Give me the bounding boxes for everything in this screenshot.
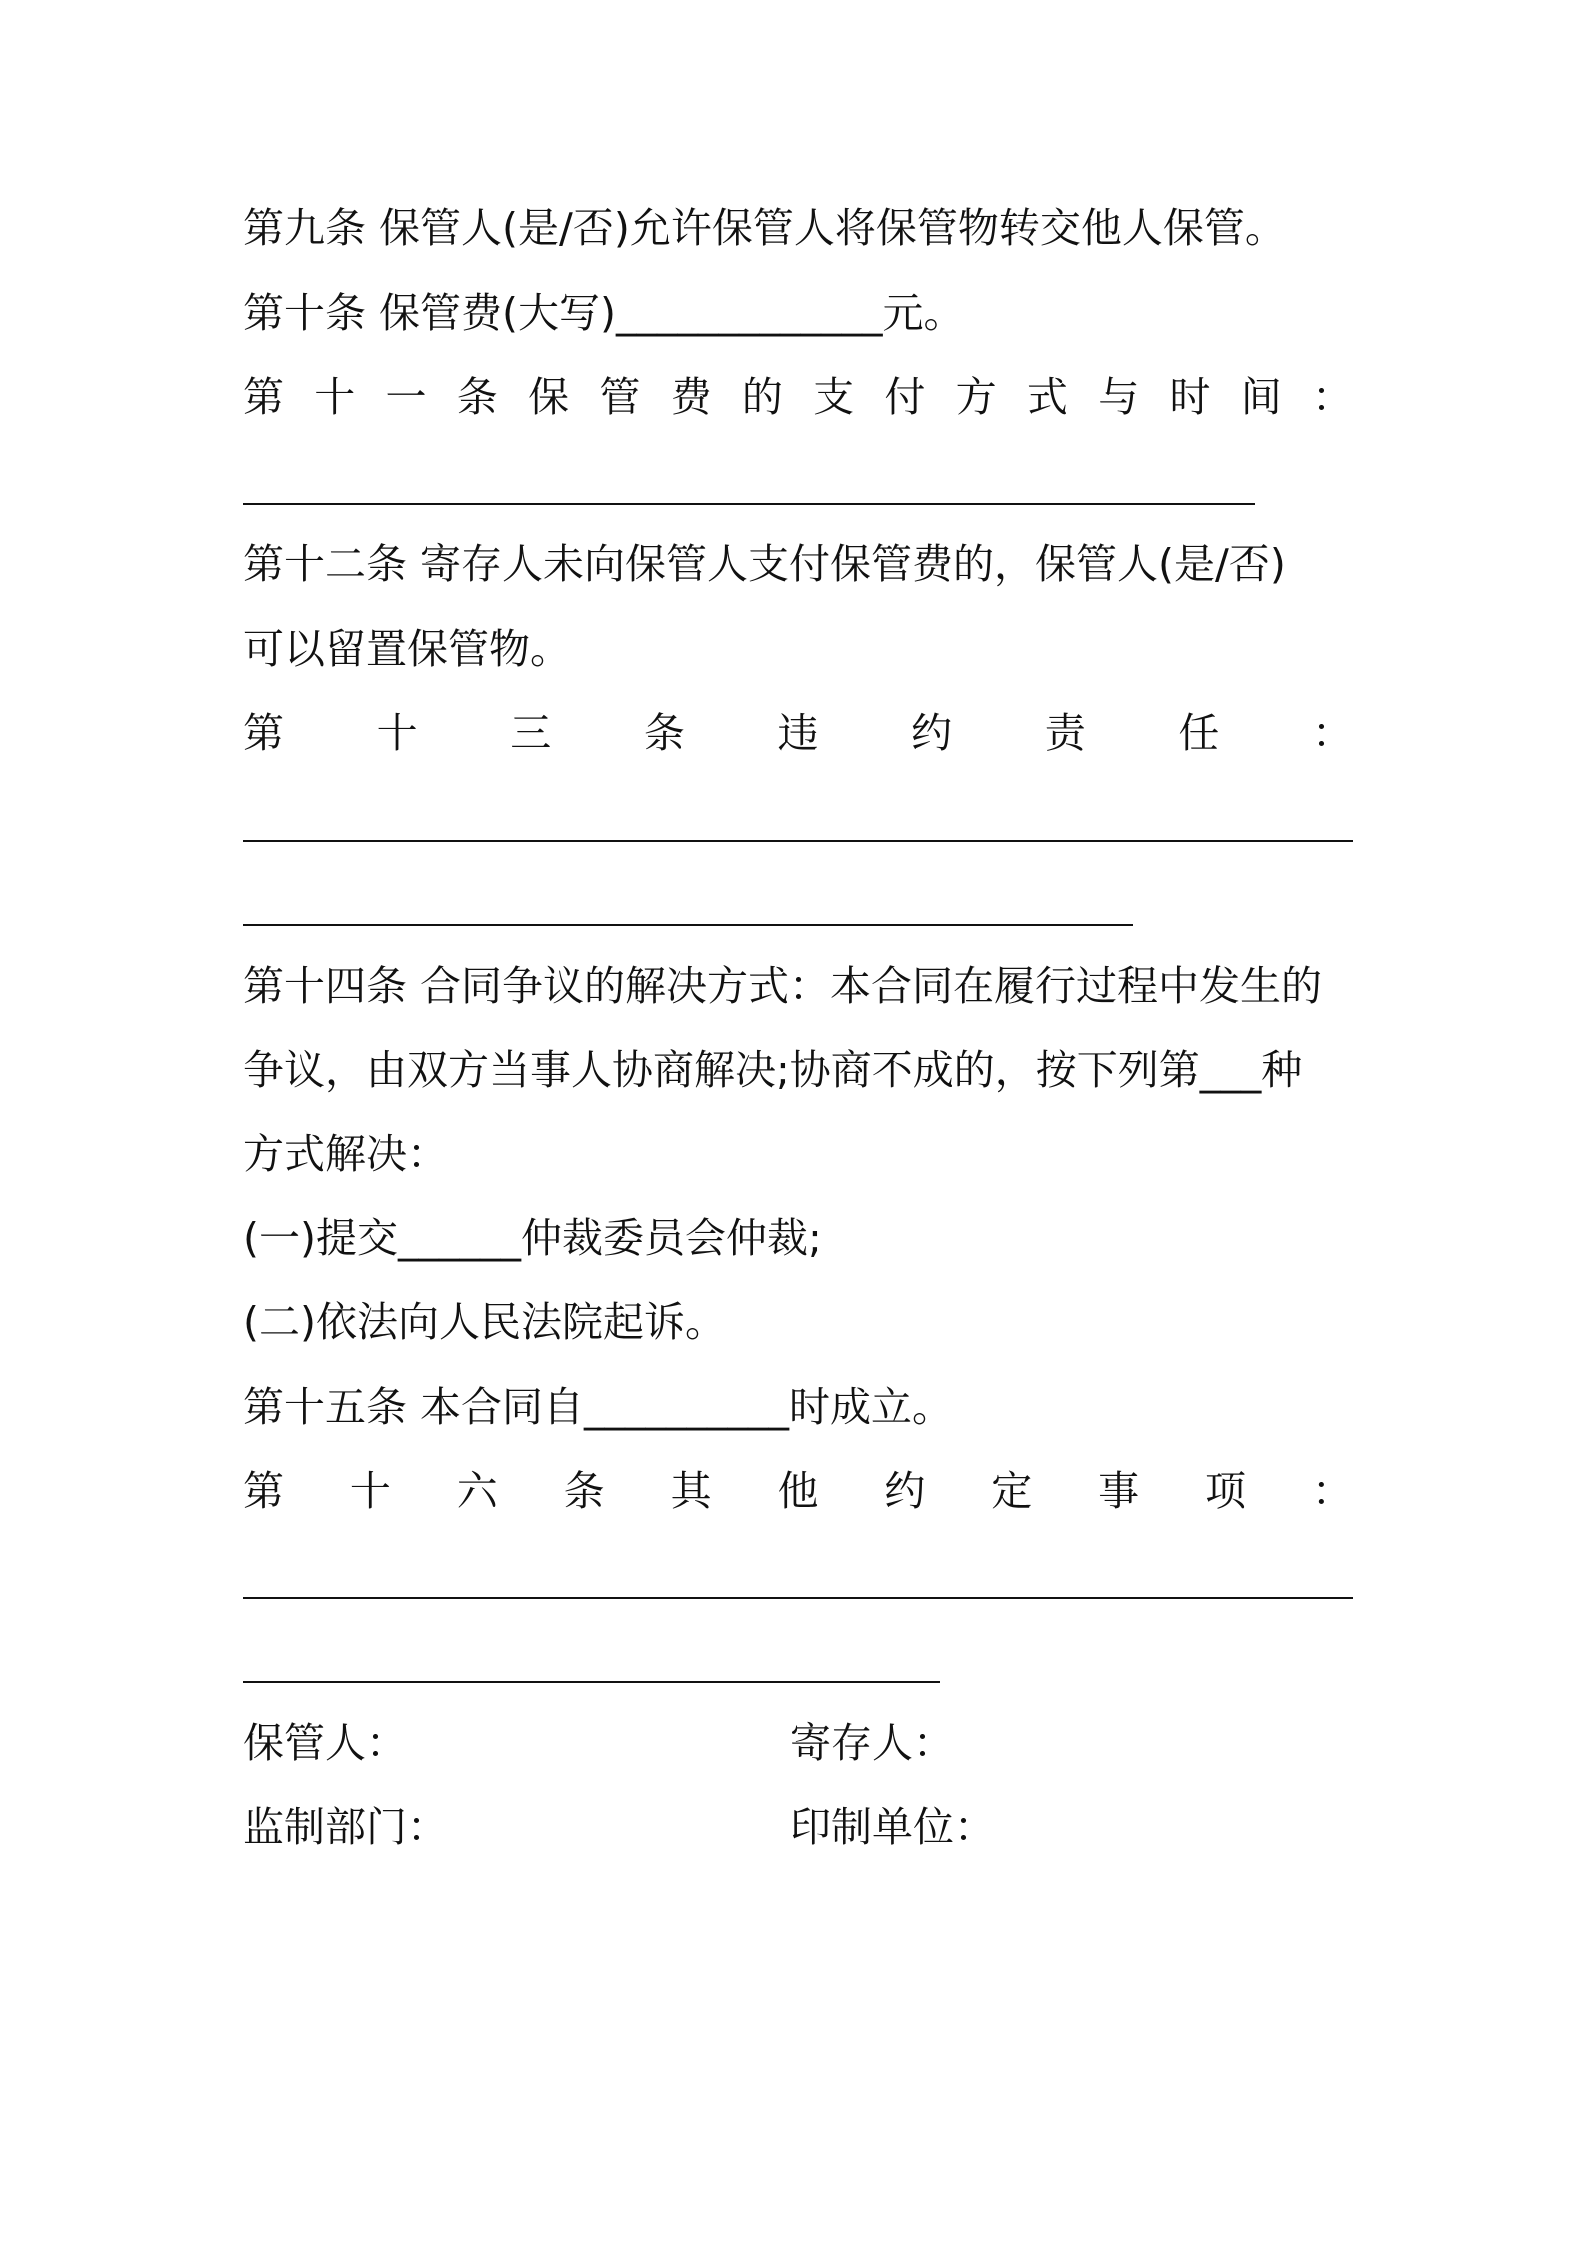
art13-char-4: 违 [777,709,819,757]
art11-char-14: 间 [1240,373,1282,421]
article-13-blank-line-2 [243,924,1133,926]
supervisor-label: 监制部门： [243,1803,448,1851]
art11-char-15: ： [1311,373,1353,421]
art16-char-1: 十 [349,1467,391,1515]
article-12-line-1: 第十二条 寄存人未向保管人支付保管费的，保管人(是/否) [243,540,1286,588]
art16-char-3: 条 [563,1467,605,1515]
art13-char-5: 约 [911,709,953,757]
article-16-blank-line-1 [243,1597,1353,1599]
art16-char-5: 他 [777,1467,819,1515]
art13-char-8: ： [1312,709,1353,757]
article-12-line-2: 可以留置保管物。 [243,625,571,673]
article-11-blank-line [243,503,1255,505]
article-14-option-2: (二)依法向人民法院起诉。 [243,1298,726,1346]
art13-char-6: 责 [1044,709,1086,757]
art11-char-4: 保 [528,373,570,421]
art11-char-3: 条 [456,373,498,421]
art16-char-0: 第 [243,1467,284,1515]
depositor-signature-label: 寄存人： [790,1719,954,1767]
printer-label: 印制单位： [790,1803,995,1851]
art13-char-1: 十 [376,709,418,757]
article-16-heading [243,1461,1353,1521]
art11-char-5: 管 [599,373,641,421]
art13-char-0: 第 [243,709,284,757]
article-14-line-2: 争议，由双方当事人协商解决;协商不成的，按下列第___种 [243,1046,1303,1094]
art13-char-2: 三 [510,709,552,757]
article-14-option-1: (一)提交______仲裁委员会仲裁; [243,1214,822,1262]
article-13-heading [243,703,1353,763]
art11-char-7: 的 [741,373,783,421]
article-14-line-3: 方式解决： [243,1130,448,1178]
art16-char-4: 其 [670,1467,712,1515]
article-10: 第十条 保管费(大写)_____________元。 [243,289,965,337]
article-15: 第十五条 本合同自__________时成立。 [243,1383,954,1431]
art16-char-8: 事 [1098,1467,1140,1515]
art16-char-9: 项 [1205,1467,1247,1515]
art11-char-11: 式 [1026,373,1068,421]
article-13-blank-line-1 [243,840,1353,842]
art11-char-12: 与 [1098,373,1140,421]
art11-char-2: 一 [385,373,427,421]
art13-char-7: 任 [1178,709,1220,757]
art11-char-10: 方 [955,373,997,421]
art11-char-0: 第 [243,373,284,421]
art11-char-9: 付 [884,373,926,421]
custodian-signature-label: 保管人： [243,1719,407,1767]
article-9: 第九条 保管人(是/否)允许保管人将保管物转交他人保管。 [243,204,1286,252]
art13-char-3: 条 [643,709,685,757]
article-11-heading [243,367,1353,427]
art11-char-13: 时 [1169,373,1211,421]
art11-char-1: 十 [314,373,356,421]
art16-char-10: ： [1311,1467,1353,1515]
art16-char-7: 定 [991,1467,1033,1515]
article-14-line-1: 第十四条 合同争议的解决方式：本合同在履行过程中发生的 [243,962,1323,1010]
art16-char-6: 约 [884,1467,926,1515]
art16-char-2: 六 [456,1467,498,1515]
art11-char-6: 费 [670,373,712,421]
article-16-blank-line-2 [243,1681,940,1683]
art11-char-8: 支 [813,373,855,421]
